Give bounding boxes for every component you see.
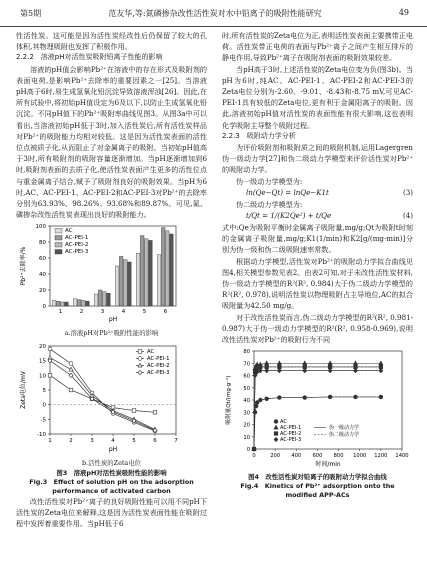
kin-y-tick-label: 10: [243, 435, 250, 442]
kin-point-ac-pei-3: [277, 369, 281, 373]
kin-y-tick-label: 60: [243, 373, 250, 380]
kin-legend-label: AC: [280, 419, 287, 426]
zeta-x-tick-label: 2: [69, 437, 73, 444]
page-number: 49: [398, 8, 409, 17]
kin-legend-marker: [274, 426, 278, 430]
zeta-y-axis-label: Zeta电位/mV: [20, 370, 27, 409]
zeta-legend-label: AC-PEI-2: [147, 362, 170, 369]
figure-3-caption-cn: 图3 溶液pH对活性炭吸附性能的影响: [56, 468, 167, 477]
bar-ac-6: [157, 255, 161, 306]
bar-legend-swatch: [55, 250, 62, 255]
zeta-x-tick-label: 7: [174, 437, 178, 444]
zeta-y-tick-label: 20: [39, 343, 46, 350]
paragraph-variables: 式中:Qe为吸附平衡时金属离子吸附量,mg/g;Qt为吸附t时刻的金属离子吸附量,mg/g;K1(1/min)和K2[g/(mg·min)]分别为伪一级和伪二级吸附速率常数。: [222, 223, 413, 255]
bar-legend-label: AC-PEI-1: [65, 235, 89, 242]
bar-ac-pei-2-2: [82, 301, 86, 307]
section-heading-2-2-2: 2.2.2 溶液pH对活性炭吸附铅离子性能的影响: [16, 53, 163, 62]
paragraph-fit-results: 根据动力学模型,活性炭对Pb²⁺的吸附动力学拟合曲线见图4,相关模型参数见表2。由表2可知,对于未改性活性炭材料,伪一级动力学模型的R²(R², 0.984)大于伪二级动力学模型的R²(R², 0.978),说明活性炭以物理吸附占主导地位,AC的拟合吸附量为42.50 mg/g。: [222, 256, 413, 311]
kin-y-tick-label: 70: [243, 361, 250, 368]
bar-y-tick-label: 100: [35, 224, 46, 231]
figure-4-caption-en-1: Fig.4 Kinetics of Pb²⁺ adsorption onto the: [240, 482, 395, 491]
paragraph-ph-effect: 溶液的pH值会影响Pb²⁺在溶液中的存在形式及吸附剂的表面电荷,是影响Pb²⁺去除率的重要因素之一[25]。当溶液pH高于6时,易生成氢氧化铅沉淀导致溶液浑浊[26]。因此,在所有试验中,将初始pH值设定为6及以下,以防止生成氢氧化铅沉淀。不同pH值下的Pb²⁺吸附率曲线见图3。从图3a中可以看出,当溶液初始pH低于3时,加入活性炭后,所有活性炭样品对Pb²⁺的吸附能力均相对较低。这是因为活性炭表面的活性位点被质子化,从而阻止了对金属离子的吸附。当初始pH值高于3时,所有吸附剂的吸附容量逐渐增加。当pH逐渐增加到6时,吸附剂表面的去质子化,使活性炭表面产生更多的活性位点与重金属离子结合,赋予了吸附剂良好的吸附效果。当pH为6时,AC、AC-PEI-1、AC-PEI-2和AC-PEI-3对Pb²⁺的去除率分别为63.93%、98.26%、93.68%和89.87%。可见,氮、磷掺杂改性活性炭表现出良好的吸附能力。: [16, 64, 207, 220]
paragraph-zeta-explain: 改性活性炭对Pb²⁺离子的良好吸附性能可以用不同pH下活性炭的Zeta电位来解释,这是因为活性炭表面性能在吸附过程中发挥着重要作用。当pH低于6: [16, 496, 207, 529]
paragraph-continued: 性活性炭。这可能是因为活性炭经改性后仍保留了较大的孔体积,其物理吸附也发挥了积极作用。: [16, 31, 207, 52]
zeta-x-tick-label: 6: [153, 437, 157, 444]
kin-x-tick-label: 1400: [395, 453, 409, 460]
zeta-y-tick-label: 10: [39, 372, 46, 379]
bar-y-tick-label: 80: [39, 240, 46, 247]
kin-x-tick-label: 800: [333, 453, 344, 460]
kin-fit-legend-label: 伪二级动力学: [329, 432, 360, 439]
zeta-line-ac-pei-1: [50, 349, 155, 431]
bar-x-tick-label: 4: [121, 309, 126, 316]
kin-legend-label: AC-PEI-3: [280, 437, 302, 444]
zeta-legend-label: AC-PEI-3: [147, 369, 170, 376]
bar-legend-label: AC: [65, 228, 73, 235]
bar-y-tick-label: 60: [39, 256, 46, 263]
bar-ac-pei-3-2: [86, 302, 90, 307]
zeta-legend-marker: [138, 349, 142, 353]
bar-ac-pei-1-5: [140, 236, 144, 306]
kin-legend-marker: [274, 420, 278, 424]
equation-4-number: (4): [402, 211, 413, 221]
bar-x-tick-label: 6: [163, 309, 168, 316]
kin-point-ac-pei-3: [353, 369, 357, 373]
paragraph-modified-fit: 对于改性活性炭而言,伪二级动力学模型的R²(R², 0.981-0.987)大于伪一级动力学模型的R²(R², 0.958-0.969),说明改性活性炭对Pb²⁺的吸附行为不同: [222, 312, 413, 345]
zeta-point-ac-pei-1: [48, 347, 52, 351]
kin-point-ac: [379, 395, 383, 399]
zeta-point-ac: [69, 388, 73, 392]
kin-fit-pso-ac-pei-3: [254, 371, 381, 449]
bar-legend-swatch: [55, 229, 62, 234]
kin-y-tick-label: 40: [243, 398, 250, 405]
bar-legend-swatch: [55, 243, 62, 248]
kin-x-tick-label: 400: [291, 453, 302, 460]
zeta-x-tick-label: 3: [90, 437, 94, 444]
paragraph-kinetics-intro: 为评价吸附剂和吸附质之间的吸附机制,运用Lagergren伪一级动力学[27]和伪二级动力学模型来评价活性炭对Pb²⁺的吸附动力学。: [222, 143, 413, 175]
left-column: [16, 30, 207, 529]
kin-point-ac-pei-3: [379, 369, 383, 373]
bar-ac-pei-3-6: [170, 234, 174, 306]
bar-ac-1: [52, 301, 56, 307]
zeta-x-tick-label: 4: [111, 437, 115, 444]
bar-ac-pei-1-3: [98, 290, 102, 306]
kin-y-tick-label: 30: [243, 410, 250, 417]
right-column: [222, 30, 413, 500]
zeta-legend-label: AC-PEI-1: [147, 355, 170, 362]
bar-x-tick-label: 3: [100, 309, 105, 316]
kin-fit-pso-ac-pei-1: [254, 364, 381, 450]
bar-ac-pei-3-5: [149, 241, 153, 307]
figure-4-caption-cn: 图4 改性活性炭对铅离子的吸附动力学拟合曲线: [248, 473, 387, 482]
kin-point-ac: [277, 396, 281, 400]
bar-x-tick-label: 1: [58, 309, 63, 316]
bar-x-tick-label: 5: [142, 309, 147, 316]
zeta-potential-line-chart: [16, 340, 207, 458]
kin-point-ac-pei-3: [328, 369, 332, 373]
equation-3-number: (3): [402, 188, 413, 198]
bar-ac-pei-2-5: [145, 239, 149, 306]
zeta-y-tick-label: 15: [39, 358, 46, 365]
bar-y-tick-label: 40: [39, 272, 46, 279]
zeta-x-tick-label: 5: [132, 437, 136, 444]
bar-x-axis-label: pH: [108, 316, 118, 324]
bar-ac-pei-2-3: [103, 292, 107, 306]
zeta-y-tick-label: 5: [42, 387, 46, 394]
zeta-line-ac: [50, 375, 155, 412]
zeta-legend-marker: [138, 370, 142, 374]
bar-ac-pei-3-4: [128, 262, 132, 306]
section-heading-2-2-3: 2.2.3 吸附动力学分析: [222, 131, 296, 140]
running-header: [0, 0, 427, 27]
bar-ac-5: [136, 254, 140, 307]
bar-ac-pei-2-6: [166, 231, 170, 306]
figure-3-caption-en: Fig.3 Effect of solution pH on the adsorption performance of activated carbon: [29, 477, 194, 495]
kin-x-axis-label: 时间/min: [315, 461, 341, 469]
zeta-y-tick-label: -5: [40, 416, 46, 423]
kin-point-ac-pei-3: [265, 369, 269, 373]
zeta-point-ac-pei-2: [69, 367, 73, 371]
bar-x-tick-label: 2: [79, 309, 84, 316]
bar-legend-label: AC-PEI-2: [65, 242, 89, 249]
kin-point-ac: [265, 397, 269, 401]
figure-4: [222, 345, 413, 500]
kin-x-tick-label: 200: [270, 453, 281, 460]
kin-x-tick-label: 0: [252, 453, 256, 460]
kin-legend-marker: [274, 432, 278, 436]
running-title: 范友华,等:氮磷掺杂改性活性炭对水中铅离子的吸附性能研究: [108, 9, 322, 18]
zeta-point-ac: [153, 410, 157, 414]
bar-y-tick-label: 20: [39, 288, 46, 295]
zeta-x-axis-label: pH: [108, 445, 118, 453]
kinetics-fit-chart: [222, 345, 413, 473]
equation-4: [222, 210, 413, 222]
kin-y-tick-label: 20: [243, 422, 250, 429]
bar-ac-pei-3-1: [65, 302, 69, 306]
zeta-y-tick-label: 0: [42, 402, 46, 409]
bar-ac-pei-2-1: [61, 302, 65, 306]
ph-removal-bar-chart: [16, 220, 207, 328]
bar-ac-pei-2-4: [124, 260, 128, 306]
figure-3: [16, 220, 207, 495]
figure-3a-subcaption: a.溶液pH对Pb²⁺吸附性能的影响: [64, 329, 159, 338]
kin-point-ac-pei-3: [303, 369, 307, 373]
kin-fit-pso-ac: [254, 397, 381, 449]
figure-3b-subcaption: b.活性炭的Zeta电位: [81, 458, 142, 467]
bar-ac-3: [94, 294, 98, 306]
kin-y-tick-label: 50: [243, 386, 250, 393]
kin-x-tick-label: 1000: [353, 453, 367, 460]
equation-label-1: 伪一级动力学模型为:: [236, 176, 303, 186]
issue-number: 第5期: [20, 9, 42, 18]
bar-ac-4: [115, 266, 119, 306]
kin-x-tick-label: 1200: [374, 453, 388, 460]
equation-3-body: ln(Qe−Qt) = lnQe−K1t: [246, 188, 329, 198]
kin-fit-pfo-ac-pei-3: [254, 371, 381, 449]
bar-y-tick-label: 0: [42, 304, 46, 311]
kin-y-tick-label: 0: [246, 447, 250, 454]
zeta-x-tick-label: 1: [48, 437, 52, 444]
kin-point-ac: [253, 411, 257, 415]
bar-legend-label: AC-PEI-3: [65, 249, 89, 256]
bar-legend-swatch: [55, 236, 62, 241]
zeta-point-ac: [48, 373, 52, 377]
bar-ac-pei-1-4: [119, 257, 123, 307]
kin-legend-label: AC-PEI-2: [280, 431, 302, 438]
kin-fit-pso-ac-pei-2: [254, 367, 381, 449]
zeta-point-ac: [132, 408, 136, 412]
kin-point-ac: [303, 396, 307, 400]
equation-3: [222, 187, 413, 199]
bar-ac-pei-1-1: [56, 302, 60, 307]
zeta-legend-marker: [138, 356, 142, 360]
equation-label-2: 伪二级动力学模型为:: [236, 199, 303, 209]
bar-ac-pei-1-2: [77, 300, 81, 306]
equation-4-body: t/Qt = 1/(K2Qe²) + t/Qe: [246, 211, 332, 221]
zeta-point-ac-pei-1: [69, 361, 73, 365]
kin-fit-pfo-ac-pei-1: [254, 364, 381, 450]
kin-legend-label: AC-PEI-1: [280, 425, 302, 432]
kin-point-ac: [328, 395, 332, 399]
kin-x-tick-label: 600: [312, 453, 323, 460]
kin-point-ac: [354, 395, 358, 399]
zeta-line-ac-pei-2: [50, 357, 155, 429]
bar-ac-pei-3-3: [107, 294, 111, 307]
kin-fit-legend-label: 伪一级动力学: [329, 425, 360, 432]
figure-4-caption-en-2: modified APP-ACs: [285, 491, 350, 500]
zeta-y-tick-label: -10: [37, 431, 46, 438]
paragraph-zeta-negative: 当pH高于3时,上述活性炭的Zeta电位变为负(图3b)。当pH为6时,纯AC、AC-PEI-1、AC-PEI-2和AC-PEI-3的Zeta电位分别为-2.60、-9.01、-8.43和-8.75 mV,可见AC-PEI-1具有较低的Zeta电位,更有利于金属阳离子的吸附。因此,溶液初始pH值对活性炭的表面性能有很大影响,这也表明化学吸附主导整个吸附过程。: [222, 64, 413, 130]
zeta-legend-label: AC: [147, 348, 155, 355]
bar-ac-pei-1-6: [161, 228, 165, 306]
kin-fit-pfo-ac-pei-2: [254, 367, 381, 449]
kin-y-tick-label: 80: [243, 349, 250, 356]
kin-y-axis-label: 吸附量Qt/(mg·g⁻¹): [226, 375, 232, 425]
kin-legend-marker: [274, 438, 278, 442]
kin-fit-pfo-ac: [254, 397, 381, 449]
bar-ac-2: [73, 299, 77, 306]
paragraph-continued-right: 时,所有活性炭的Zeta电位为正,表明活性炭表面主要携带正电荷。活性炭带正电荷的表面与Pb²⁺离子之间产生相互排斥的静电作用,导致Pb²⁺离子在吸附剂表面的吸附效果较差。: [222, 31, 413, 63]
bar-y-axis-label: Pb²⁺去除率/%: [20, 247, 27, 286]
kin-point-ac: [258, 398, 262, 402]
